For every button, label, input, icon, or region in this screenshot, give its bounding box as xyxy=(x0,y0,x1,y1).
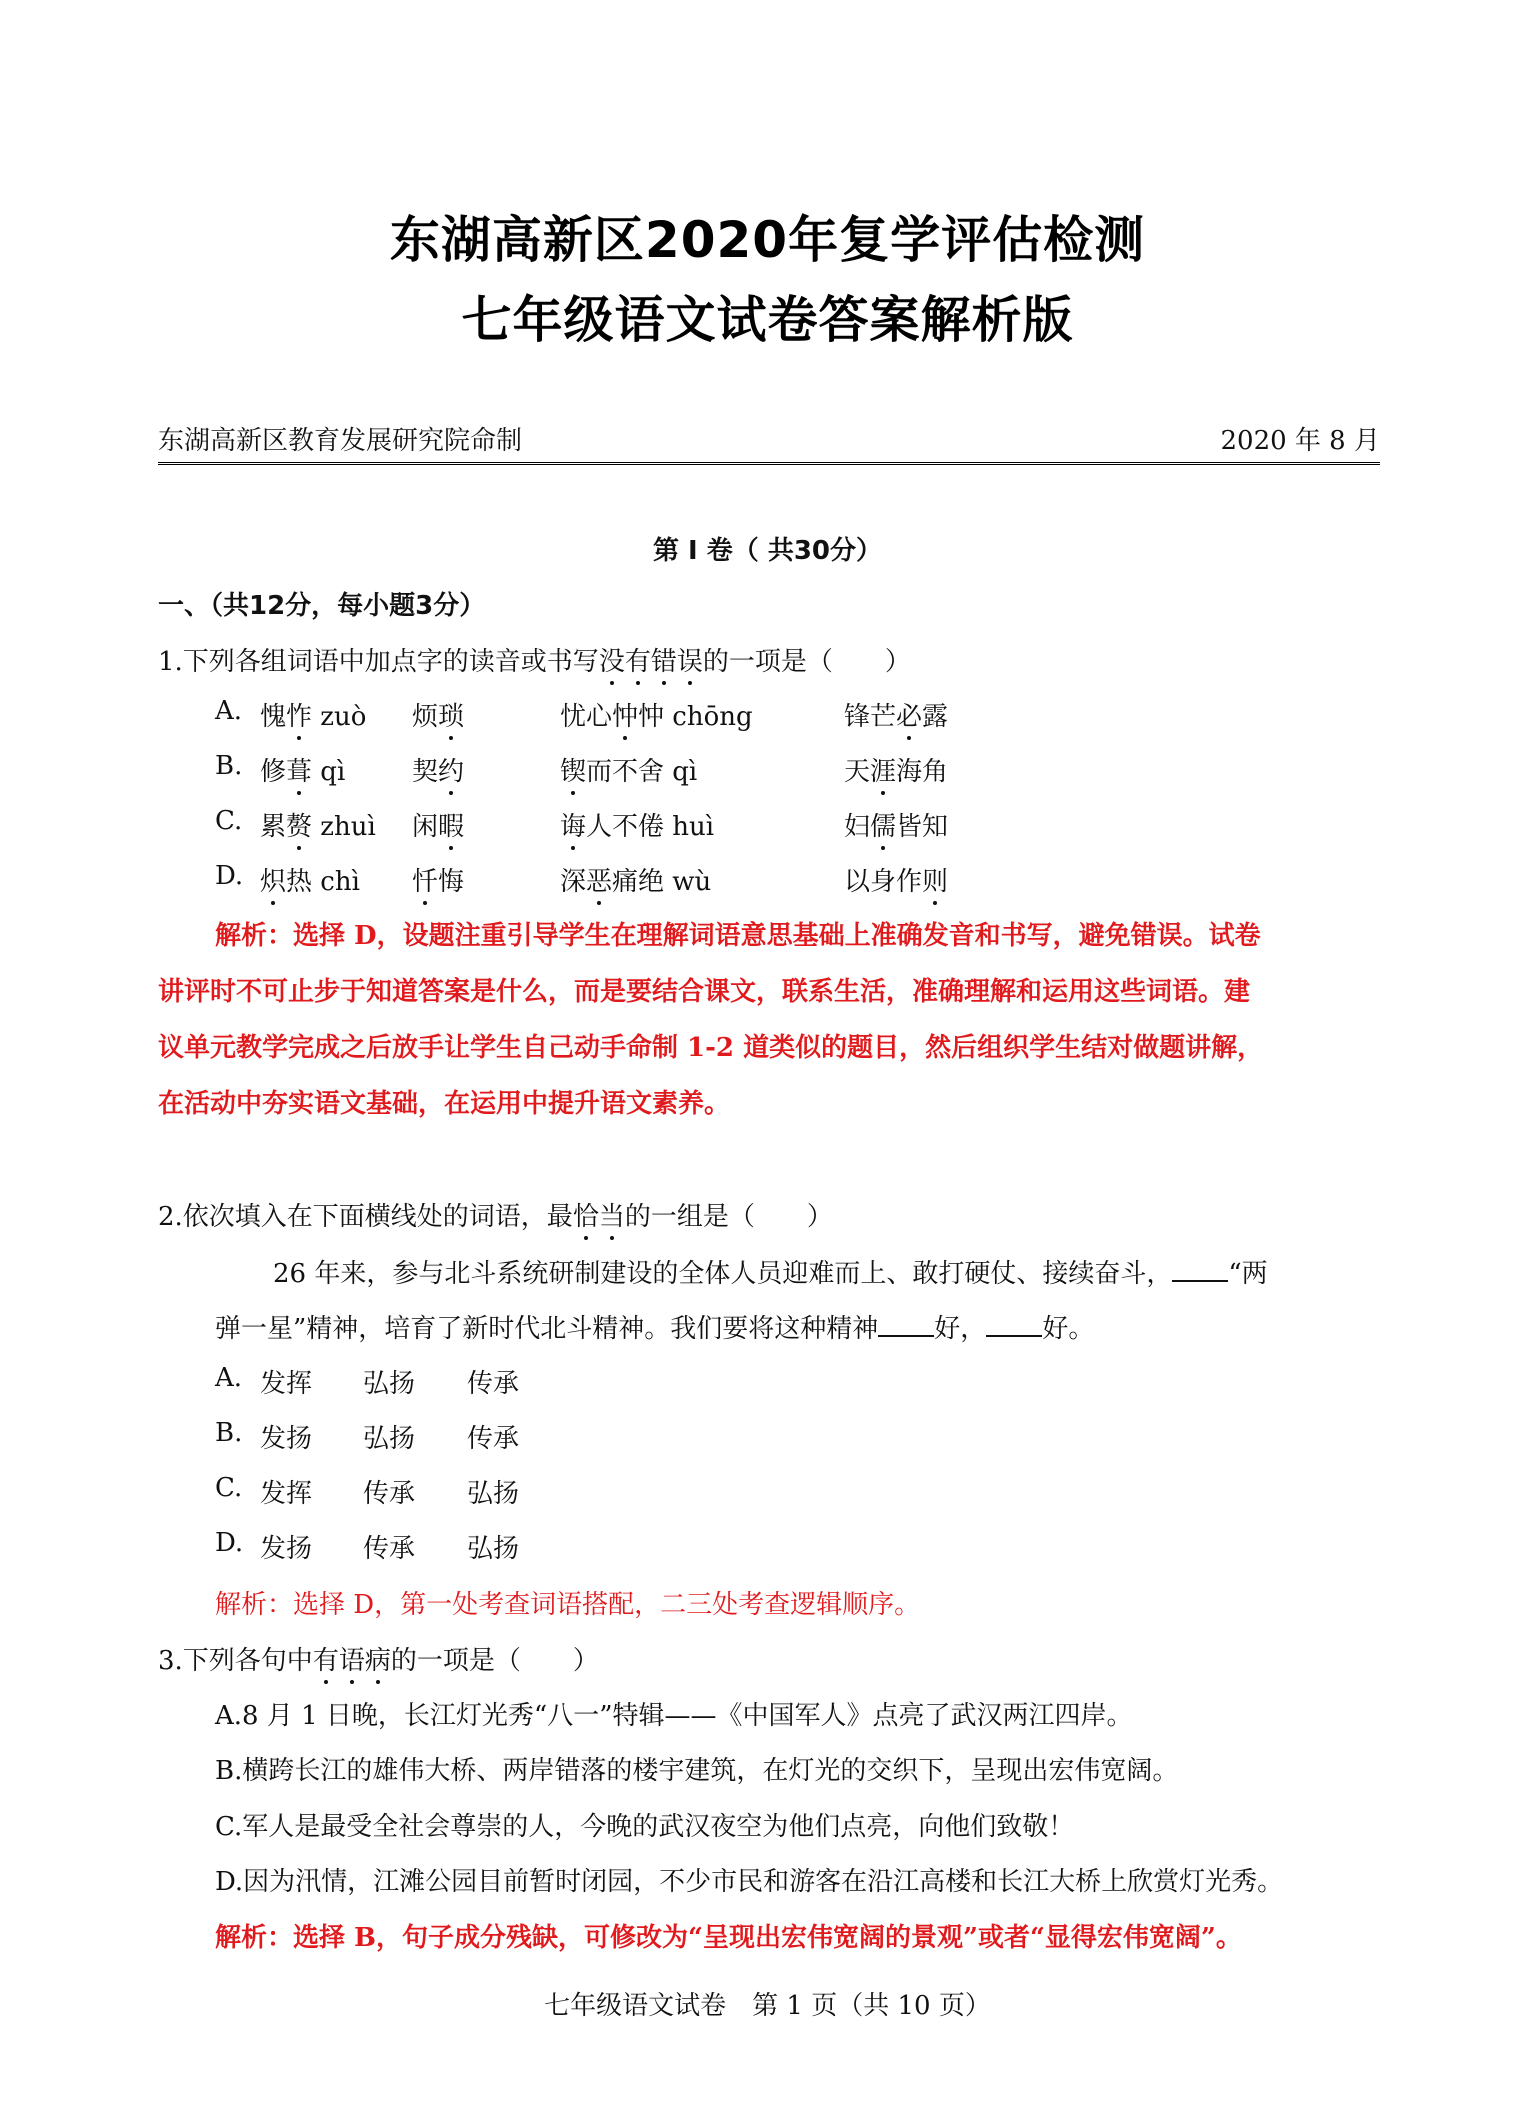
question-3-option-c: C.军人是最受全社会尊崇的人，今晚的武汉夜空为他们点亮，向他们致敬！ xyxy=(215,1812,1075,1842)
question-3-option-a: A.8 月 1 日晚，长江灯光秀“八一”特辑——《中国军人》点亮了武汉两江四岸。 xyxy=(215,1701,1133,1731)
issue-date: 2020 年 8 月 xyxy=(1220,426,1380,456)
question-3-analysis: 解析：选择 B，句子成分残缺，可修改为“呈现出宏伟宽阔的景观”或者“显得宏伟宽阔”。 xyxy=(215,1923,1242,1953)
question-3-option-d: D.因为汛情，江滩公园目前暂时闭园，不少市民和游客在沿江高楼和长江大桥上欣赏灯光秀。 xyxy=(215,1867,1284,1897)
question-1-stem: 1.下列各组词语中加点字的读音或书写没有错误的一项是（ ） xyxy=(158,647,911,677)
question-3-option-b: B.横跨长江的雄伟大桥、两岸错落的楼宇建筑，在灯光的交织下，呈现出宏伟宽阔。 xyxy=(215,1756,1179,1786)
question-2-passage-line-1: 26 年来，参与北斗系统研制建设的全体人员迎难而上、敢打硬仗、接续奋斗， “两 xyxy=(273,1259,1268,1289)
question-2-analysis: 解析：选择 D，第一处考查词语搭配，二三处考查逻辑顺序。 xyxy=(215,1590,921,1620)
fill-blank-2 xyxy=(878,1313,934,1337)
question-3-stem: 3.下列各句中有语病的一项是（ ） xyxy=(158,1646,599,1676)
page-footer: 七年级语文试卷 第 1 页（共 10 页） xyxy=(544,1991,991,2021)
header-rule xyxy=(158,420,1380,465)
volume-title: 第 I 卷（ 共30分） xyxy=(652,536,882,566)
document-subtitle: 七年级语文试卷答案解析版 xyxy=(461,291,1074,349)
question-2-stem: 2.依次填入在下面横线处的词语，最恰当的一组是（ ） xyxy=(158,1202,833,1232)
part-one-heading: 一、（共12分，每小题3分） xyxy=(158,591,486,621)
publisher: 东湖高新区教育发展研究院命制 xyxy=(158,426,523,456)
question-2-passage-line-2: 弹一星”精神，培育了新时代北斗精神。我们要将这种精神 好， 好。 xyxy=(215,1314,1095,1344)
fill-blank-1 xyxy=(1172,1258,1228,1282)
exam-page: 东湖高新区2020年复学评估检测 七年级语文试卷答案解析版 东湖高新区教育发展研究院命制 2020 年 8 月 第 I 卷（ 共30分） 一、（共12分，每小题3分） 1.下列各组词语中加点字的读音或书写没有错误的一项是（ ） A. 愧怍 zuò 烦琐 忧心忡忡 chōng 锋芒必露 B. 修葺 qì 契约 锲而不舍 qì 天涯海角 C. 累赘 zhuì 闲暇 诲人不倦 huì 妇儒皆知 D. 炽热 chì 忏悔 深恶痛绝 wù 以身作则 解析：选择 D，设题注重引导学生在理解词语意思基础上准确发音和书写，避免错误。试卷 讲评时不可止步于知道答案是什么，而是要结合课文，联系生活，准确理解和运用这些词语。建 议单元教学完成之后放手让学生自己动手命制 1-2 道类似的题目，然后组织学生结对做题讲解， 在活动中夯实语文基础，在运用中提升语文素养。 2.依次填入在下面横线处的词语，最恰当的一组是（ ） 26 年来，参与北斗系统研制建设的全体人员迎难而上、敢打硬仗、接续奋斗， “两 弹一星”精神，培育了新时代北斗精神。我们要将这种精神 好， 好。 A. 发挥 弘扬 传承 B. 发扬 弘扬 传承 C. 发挥 传承 弘扬 D. 发扬 传承 弘扬 解析：选择 D，第一处考查词语搭配，二三处考查逻辑顺序。 3.下列各句中有语病的一项是（ ） A.8 月 1 日晚，长江灯光秀“八一”特辑——《中国军人》点亮了武汉两江四岸。 B.横跨长江的雄伟大桥、两岸错落的楼宇建筑，在灯光的交织下，呈现出宏伟宽阔。 C.军人是最受全社会尊崇的人，今晚的武汉夜空为他们点亮，向他们致敬！ D.因为汛情，江滩公园目前暂时闭园，不少市民和游客在沿江高楼和长江大桥上欣赏灯光秀。 解析：选择 B，句子成分残缺，可修改为“呈现出宏伟宽阔的景观”或者“显得宏伟宽阔”。 七年级语文试卷 第 1 页（共 10 页） xyxy=(0,0,1535,2127)
document-title: 东湖高新区2020年复学评估检测 xyxy=(389,211,1146,269)
fill-blank-3 xyxy=(986,1313,1042,1337)
